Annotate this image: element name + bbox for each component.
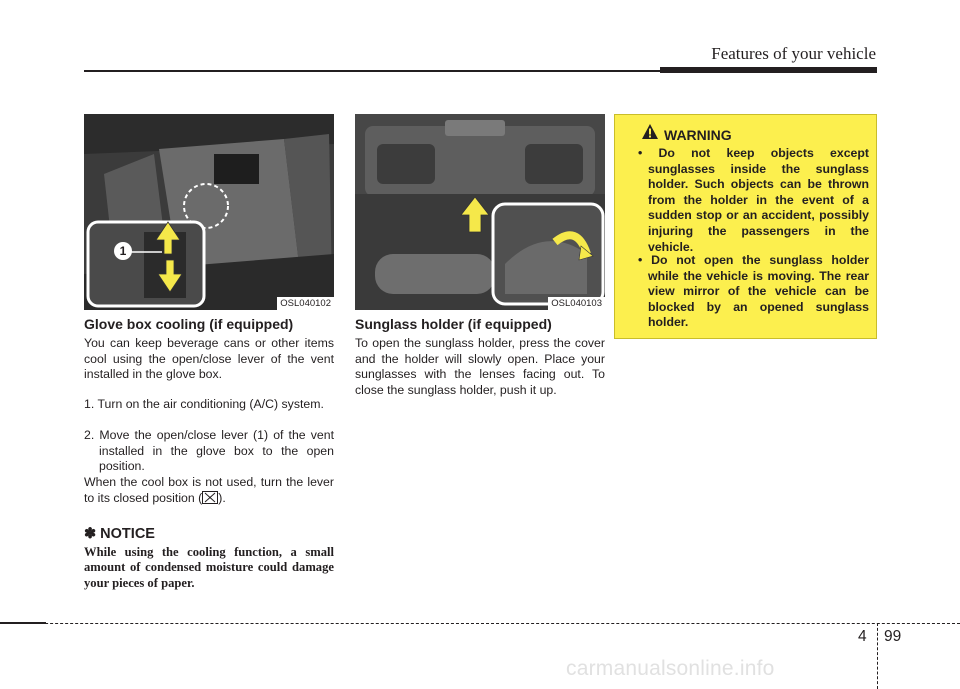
section-title: Features of your vehicle (711, 44, 876, 63)
header-rule (84, 70, 660, 72)
photo-code: OSL040103 (548, 297, 605, 310)
footer-rule-accent (0, 622, 46, 624)
closing-text-before: When the cool box is not used, turn the lever to its closed position ( (84, 475, 334, 505)
glove-box-heading: Glove box cooling (if equipped) (84, 316, 294, 332)
warning-box (614, 114, 877, 339)
page-number: 99 (884, 628, 902, 645)
warning-title: WARNING (664, 127, 732, 143)
crossed-box-icon (202, 491, 218, 504)
header-rule-accent (660, 67, 877, 73)
closing-text-after: ). (218, 490, 226, 505)
glove-box-closing (84, 475, 334, 506)
glove-box-photo (84, 114, 334, 310)
notice-text: While using the cooling function, a small amount of condensed moisture could damage your pieces of paper. (84, 545, 334, 590)
sunglass-holder-text: To open the sunglass holder, press the cover and the holder will slowly open. Place your sunglasses with the lenses facing out. To close the sunglass holder, push it up. (355, 336, 605, 398)
glove-box-intro: You can keep beverage cans or other items cool using the open/close lever of the vent installed in the glove box. (84, 336, 334, 382)
glove-box-illustration (84, 114, 334, 310)
warning-item-1: • Do not keep objects except sunglasses inside the sunglass holder. Such objects can be thrown from the holder in the event of a sudden stop or an accident, possibly injuring the passengers in the vehicle. (638, 146, 869, 254)
warning-triangle-icon (641, 123, 659, 140)
warning-item-2-text: Do not open the sunglass holder while the vehicle is moving. The rear view mirror of the vehicle can be blocked by an opened sunglass holder. (648, 253, 869, 330)
warning-item-2: • Do not open the sunglass holder while the vehicle is moving. The rear view mirror of the vehicle can be blocked by an opened sunglass holder. (638, 253, 869, 330)
chapter-number: 4 (858, 628, 867, 645)
photo-code: OSL040102 (277, 297, 334, 310)
page-number-divider (877, 623, 878, 689)
sunglass-holder-illustration (355, 114, 605, 310)
sunglass-holder-heading: Sunglass holder (if equipped) (355, 316, 552, 332)
glove-box-step-1: 1. Turn on the air conditioning (A/C) system. (84, 397, 324, 411)
sunglass-holder-photo (355, 114, 605, 310)
footer-rule (0, 623, 960, 624)
notice-heading: ✽ NOTICE (84, 526, 155, 542)
warning-item-1-text: Do not keep objects except sunglasses inside the sunglass holder. Such objects can be thrown from the holder in the event of a sudden stop or an accident, possibly injuring the passengers in the vehicle. (648, 146, 869, 254)
glove-box-step-2: 2. Move the open/close lever (1) of the vent installed in the glove box to the open position. (84, 428, 334, 474)
watermark: carmanualsonline.info (566, 657, 775, 680)
callout-number-badge: 1 (114, 242, 132, 260)
